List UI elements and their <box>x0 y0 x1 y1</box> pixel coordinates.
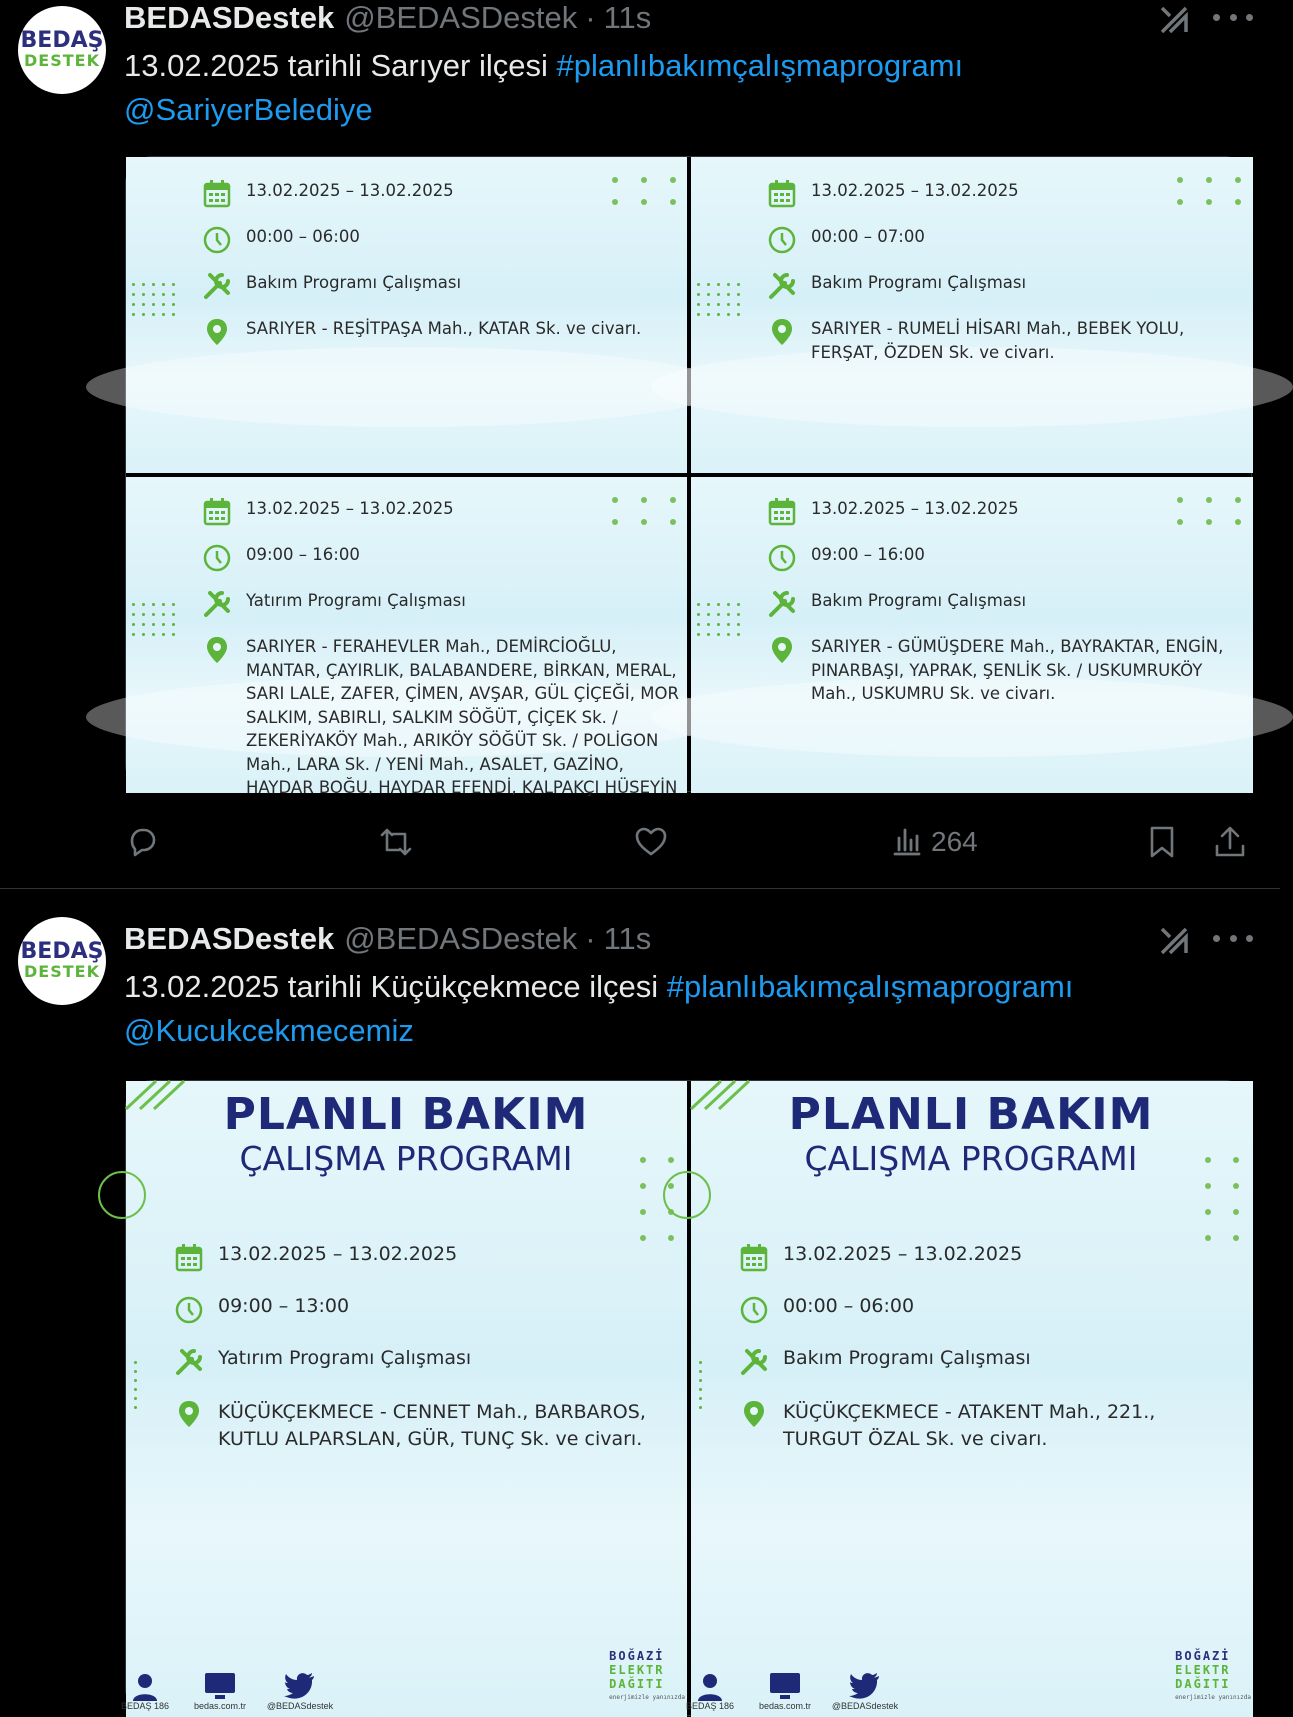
tweet-text <box>124 965 1224 1053</box>
decor-dots <box>697 283 747 323</box>
location-pin-icon <box>202 635 232 665</box>
location-row <box>739 1399 1219 1453</box>
retweet-icon <box>378 824 414 860</box>
media-image-4[interactable] <box>691 477 1253 793</box>
hashtag-link[interactable]: #planlıbakımçalışmaprogramı <box>556 48 964 83</box>
calendar-icon <box>767 497 797 527</box>
views-button[interactable] <box>889 820 978 864</box>
date-text: 13.02.2025 – 13.02.2025 <box>218 1243 458 1265</box>
bookmark-button[interactable] <box>1144 820 1180 864</box>
monitor-icon <box>768 1671 802 1701</box>
type-text: Yatırım Programı Çalışması <box>246 591 466 610</box>
poster-footer <box>120 1671 340 1711</box>
decor-dots <box>1205 1157 1261 1241</box>
brand-line1: BOĞAZİ <box>609 1649 665 1663</box>
twitter-bird-icon <box>284 1671 316 1701</box>
location-text: SARIYER - FERAHEVLER Mah., DEMİRCİOĞLU, MANTAR, ÇAYIRLIK, BALABANDERE, BİRKAN, MERAL, SARI LALE, ZAFER, ÇİMEN, AVŞAR, GÜL ÇİÇEĞİ, MOR SALKIM, SABIRLI, SALKIM SÖĞÜT, ÇİÇEK Sk. / ZEKERİYAKÖY Mah., ARIKÖY SÖĞÜT Sk. / POLİGON Mah., LARA Sk. / YENİ Mah., ASALET, GAZİNO, HAYDAR BOĞU, HAYDAR EFENDİ, KALPAKÇI HÜSEYİN <box>246 637 679 797</box>
date-row <box>174 1243 457 1273</box>
display-name[interactable]: BEDASDestek <box>124 0 335 35</box>
calendar-icon <box>202 497 232 527</box>
media-image-2[interactable] <box>691 157 1253 473</box>
calendar-icon <box>174 1243 204 1273</box>
brand-logo <box>609 1649 685 1705</box>
location-text: SARIYER - GÜMÜŞDERE Mah., BAYRAKTAR, ENGİN, PINARBAŞI, YAPRAK, ŞENLİK Sk. / USKUMRUKÖY Mah., USKUMRU Sk. ve civarı. <box>811 637 1224 703</box>
tweet-media[interactable] <box>125 156 1252 797</box>
footer-web: bedas.com.tr <box>758 1701 812 1711</box>
location-text: KÜÇÜKÇEKMECE - ATAKENT Mah., 221., TURGUT ÖZAL Sk. ve civarı. <box>783 1401 1156 1450</box>
tools-icon <box>767 271 797 301</box>
calendar-icon <box>767 179 797 209</box>
time-row <box>174 1295 349 1325</box>
tools-icon <box>767 589 797 619</box>
date-row <box>739 1243 1022 1273</box>
user-handle[interactable]: @BEDASDestek <box>344 921 578 956</box>
tweet-text-main: 13.02.2025 tarihli Sarıyer ilçesi <box>124 48 557 83</box>
avatar-line1: BEDAŞ <box>20 28 104 53</box>
tweet-media[interactable] <box>120 1080 1252 1716</box>
location-text: SARIYER - REŞİTPAŞA Mah., KATAR Sk. ve civarı. <box>246 319 642 338</box>
poster-subtitle: ÇALIŞMA PROGRAMI <box>804 1139 1138 1178</box>
type-text: Yatırım Programı Çalışması <box>218 1347 472 1369</box>
brand-line2: ELEKTR <box>609 1663 665 1677</box>
type-row <box>174 1347 471 1377</box>
location-row <box>174 1399 694 1453</box>
tools-icon <box>174 1347 204 1377</box>
tweet-header <box>124 0 651 36</box>
location-row <box>767 635 1237 706</box>
tweet-text-main: 13.02.2025 tarihli Küçükçekmece ilçesi <box>124 969 667 1004</box>
brand-slogan: enerjimizle yanınızda <box>609 1694 685 1701</box>
clock-icon <box>739 1295 769 1325</box>
support-agent-icon <box>696 1671 724 1701</box>
avatar-line2: DESTEK <box>24 51 100 70</box>
tools-icon <box>202 271 232 301</box>
hashtag-link[interactable]: #planlıbakımçalışmaprogramı <box>666 969 1074 1004</box>
time-text: 00:00 – 06:00 <box>246 227 360 246</box>
brand-line3: DAĞITI <box>609 1677 665 1691</box>
location-pin-icon <box>767 635 797 665</box>
type-text: Bakım Programı Çalışması <box>811 273 1027 292</box>
decor-dots <box>1177 177 1264 205</box>
views-icon <box>889 824 925 860</box>
timestamp[interactable]: 11s <box>603 921 652 956</box>
footer-twitter: @BEDASdestek <box>831 1701 899 1711</box>
date-row <box>767 497 1019 527</box>
footer-phone: BEDAŞ 186 <box>120 1701 170 1711</box>
like-button[interactable] <box>633 820 669 864</box>
brand-slogan: enerjimizle yanınızda <box>1175 1694 1251 1701</box>
poster-footer <box>685 1671 905 1711</box>
type-row <box>202 271 461 301</box>
brand-line2: ELEKTR <box>1175 1663 1231 1677</box>
footer-phone: BEDAŞ 186 <box>685 1701 735 1711</box>
location-pin-icon <box>174 1399 204 1429</box>
location-pin-icon <box>739 1399 769 1429</box>
location-text: SARIYER - RUMELİ HİSARI Mah., BEBEK YOLU, FERŞAT, ÖZDEN Sk. ve civarı. <box>811 319 1185 362</box>
time-row <box>767 543 925 573</box>
avatar-line2: DESTEK <box>24 962 100 981</box>
twitter-bird-icon <box>849 1671 881 1701</box>
share-icon <box>1212 824 1248 860</box>
brand-line1: BOĞAZİ <box>1175 1649 1231 1663</box>
location-row <box>202 317 672 347</box>
date-row <box>767 179 1019 209</box>
user-handle[interactable]: @BEDASDestek <box>344 0 578 35</box>
tweet-text <box>124 44 1224 132</box>
time-text: 09:00 – 16:00 <box>246 545 360 564</box>
decor-dots <box>697 603 747 643</box>
brand-line3: DAĞITI <box>1175 1677 1231 1691</box>
heart-icon <box>633 824 669 860</box>
tweet-actions <box>124 820 1254 864</box>
reply-button[interactable] <box>124 820 160 864</box>
type-row <box>739 1347 1031 1377</box>
more-icon[interactable] <box>1213 12 1253 22</box>
location-text: KÜÇÜKÇEKMECE - CENNET Mah., BARBAROS, KUTLU ALPARSLAN, GÜR, TUNÇ Sk. ve civarı. <box>218 1401 646 1450</box>
calendar-icon <box>739 1243 769 1273</box>
time-text: 00:00 – 06:00 <box>783 1295 915 1317</box>
avatar[interactable] <box>18 917 106 1005</box>
display-name[interactable]: BEDASDestek <box>124 921 335 956</box>
media-image-1[interactable] <box>120 1081 687 1717</box>
poster-subtitle: ÇALIŞMA PROGRAMI <box>239 1139 573 1178</box>
tools-icon <box>739 1347 769 1377</box>
location-row <box>767 317 1237 364</box>
location-pin-icon <box>202 317 232 347</box>
media-image-3[interactable] <box>126 477 687 797</box>
support-agent-icon <box>131 1671 159 1701</box>
time-text: 09:00 – 16:00 <box>811 545 925 564</box>
clock-icon <box>202 225 232 255</box>
clock-icon <box>174 1295 204 1325</box>
date-row <box>202 179 454 209</box>
location-pin-icon <box>767 317 797 347</box>
date-text: 13.02.2025 – 13.02.2025 <box>811 499 1019 518</box>
retweet-button[interactable] <box>378 820 414 864</box>
calendar-icon <box>202 179 232 209</box>
footer-web: bedas.com.tr <box>193 1701 247 1711</box>
date-text: 13.02.2025 – 13.02.2025 <box>811 181 1019 200</box>
location-row <box>202 635 682 800</box>
clock-icon <box>767 225 797 255</box>
separator-dot: · <box>585 0 596 35</box>
poster-title: PLANLI BAKIM <box>788 1089 1154 1140</box>
avatar[interactable] <box>18 6 106 94</box>
date-row <box>202 497 454 527</box>
mention-link[interactable]: @Kucukcekmecemiz <box>124 1013 414 1048</box>
brand-logo <box>1175 1649 1251 1705</box>
share-button[interactable] <box>1212 820 1248 864</box>
decor-dots <box>1177 497 1264 525</box>
time-row <box>202 543 360 573</box>
decor-dots <box>612 177 699 205</box>
media-image-1[interactable] <box>126 157 687 473</box>
decor-dots <box>132 603 182 643</box>
type-text: Bakım Programı Çalışması <box>811 591 1027 610</box>
decor-dots <box>699 1361 705 1409</box>
bookmark-icon <box>1144 824 1180 860</box>
time-row <box>202 225 360 255</box>
decor-dots <box>612 497 699 525</box>
mention-link[interactable]: @SariyerBelediye <box>124 92 373 127</box>
tweet-header <box>124 921 651 957</box>
views-count: 264 <box>931 826 978 857</box>
monitor-icon <box>203 1671 237 1701</box>
reply-icon <box>124 824 160 860</box>
separator-dot: · <box>585 921 596 956</box>
more-icon[interactable] <box>1213 933 1253 943</box>
type-row <box>202 589 466 619</box>
decor-dots <box>132 283 182 323</box>
avatar-line1: BEDAŞ <box>20 939 104 964</box>
date-text: 13.02.2025 – 13.02.2025 <box>246 499 454 518</box>
tweet-2[interactable] <box>0 889 1280 1717</box>
time-text: 09:00 – 13:00 <box>218 1295 350 1317</box>
time-row <box>739 1295 914 1325</box>
footer-twitter: @BEDASdestek <box>266 1701 334 1711</box>
timestamp[interactable]: 11s <box>603 0 652 35</box>
poster-title: PLANLI BAKIM <box>223 1089 589 1140</box>
date-text: 13.02.2025 – 13.02.2025 <box>783 1243 1023 1265</box>
clock-icon <box>767 543 797 573</box>
grok-icon[interactable] <box>1156 923 1192 959</box>
tools-icon <box>202 589 232 619</box>
grok-icon[interactable] <box>1156 2 1192 38</box>
type-text: Bakım Programı Çalışması <box>246 273 462 292</box>
date-text: 13.02.2025 – 13.02.2025 <box>246 181 454 200</box>
type-text: Bakım Programı Çalışması <box>783 1347 1031 1369</box>
decor-dots <box>134 1361 140 1409</box>
type-row <box>767 271 1026 301</box>
time-row <box>767 225 925 255</box>
type-row <box>767 589 1026 619</box>
clock-icon <box>202 543 232 573</box>
media-image-2[interactable] <box>685 1081 1253 1717</box>
time-text: 00:00 – 07:00 <box>811 227 925 246</box>
